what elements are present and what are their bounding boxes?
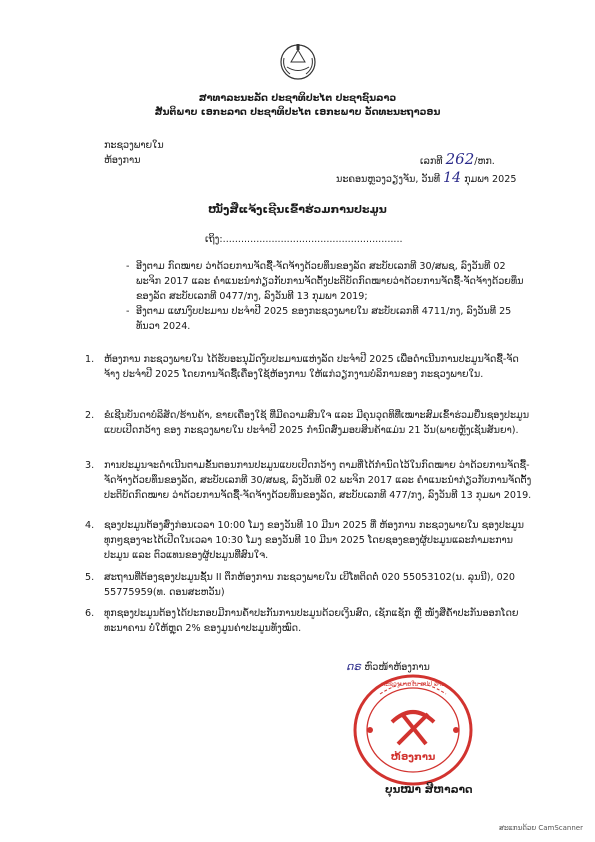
- month-year: ກຸມພາ 2025: [464, 174, 517, 185]
- behalf-title: ຫົວໜ້າຫ້ອງການ: [364, 662, 430, 673]
- national-emblem-icon: [278, 40, 318, 82]
- list-item: 1. ຫ້ອງການ ກະຊວງພາຍໃນ ໄດ້ຮັບອະນຸມັດງົບປະມານແຫ່ງລັດ ປະຈຳປີ 2025 ເພື່ອດຳເນີນການປະມູນຈັດຊື້-ຈັດຈ້າງ ປະຈຳປີ 2025 ໂດຍການຈັດຊື້ເຄື່ອງໃຊ້ຫ້ອງການ ໃຫ້ແກ່ວຽກງານບໍລິການຂອງ ກະຊວງພາຍໃນ.: [104, 352, 534, 382]
- item-text: ຫ້ອງການ ກະຊວງພາຍໃນ ໄດ້ຮັບອະນຸມັດງົບປະມານແຫ່ງລັດ ປະຈຳປີ 2025 ເພື່ອດຳເນີນການປະມູນຈັດຊື້-ຈັດຈ້າງ ປະຈຳປີ 2025 ໂດຍການຈັດຊື້ເຄື່ອງໃຊ້ຫ້ອງການ ໃຫ້ແກ່ວຽກງານບໍລິການຂອງ ກະຊວງພາຍໃນ.: [104, 354, 519, 380]
- signatory-name: ບຸນໝາ ສີຫາລາດ: [385, 784, 473, 796]
- national-motto: ສັນຕິພາບ ເອກະລາດ ປະຊາທິປະໄຕ ເອກະພາບ ວັດທະນະຖາວອນ: [154, 107, 441, 118]
- list-item: 3. ການປະມູນຈະດຳເນີນຕາມຂັ້ນຕອນການປະມູນແບບເປີດກວ້າງ ຕາມທີ່ໄດ້ກຳນົດໄວ້ໃນກົດໝາຍ ວ່າດ້ວຍການຈັດຊື້-ຈັດຈ້າງດ້ວຍທຶນຂອງລັດ, ສະບັບເລກທີ 30/ສພຊ, ລົງວັນທີ 02 ພະຈິກ 2017 ແລະ ຄຳແນະນຳກ່ຽວກັບການຈັດຕັ້ງປະຕິບັດກົດໝາຍ ວ່າດ້ວຍການຈັດຊື້-ຈັດຈ້າງດ້ວຍທຶນຂອງລັດ, ສະບັບເລກທີ 477/ກງ, ລົງວັນທີ 13 ກຸມພາ 2019.: [104, 458, 534, 503]
- document-title: ໜັງສືແຈ້ງເຊີນເຂົ້າຮ່ວມການປະມູນ: [208, 203, 387, 216]
- seal-center-text: ຫ້ອງການ: [390, 752, 436, 763]
- reference-label: ເລກທີ: [420, 156, 443, 167]
- place-date-label: ນະຄອນຫຼວງວຽງຈັນ, ວັນທີ: [336, 174, 441, 185]
- legal-basis-2: - ອີງຕາມ ແຜນງົບປະມານ ປະຈຳປີ 2025 ຂອງກະຊວງພາຍໃນ ສະບັບເລກທີ 4711/ກງ, ລົງວັນທີ 25 ທັນວາ 2024.: [126, 306, 512, 332]
- bullet-dash: -: [126, 306, 130, 317]
- item-text: ທຸກຊອງປະມູນຕ້ອງໄດ້ປະກອບມີການຄ້ຳປະກັນການປະມູນດ້ວຍເງິນສົດ, ເຊັກແຊັກ ຫຼື ໜັງສືຄ້ຳປະກັນອອກໂດຍທະນາຄານ ບໍ່ໃຫ້ຫຼຸດ 2% ຂອງມູນຄ່າປະມູນທັງໝົດ.: [104, 608, 519, 634]
- place-date: [336, 172, 516, 186]
- scanner-footer: ສະແກນດ້ວຍ CamScanner: [498, 824, 583, 832]
- item-text: ສະຖານທີ່ຕ້ອງຊອງປະມູນຊັ້ນ II ຕຶກຫ້ອງການ ກະຊວງພາຍໃນ ເບີໂທຕິດຕໍ່ 020 55053102(ນ. ລຸນນີ), 020 55775959(ທ. ດອນສະຫວັນ): [104, 572, 515, 598]
- bullet-dash: -: [126, 261, 130, 272]
- list-item: 4. ຊອງປະມູນຕ້ອງສົ່ງກ່ອນເວລາ 10:00 ໂມງ ຂອງວັນທີ 10 ມີນາ 2025 ທີ່ ຫ້ອງການ ກະຊວງພາຍໃນ ຊອງປະມູນທຸກໆຊອງຈະໄດ້ເປີດໃນເວລາ 10:30 ໂມງ ຂອງວັນທີ 10 ມີນາ 2025 ໂດຍຊອງຂອງຜູ້ປະມູນແລະກຳມະການປະມູນ ແລະ ຕົວແທນຂອງຜູ້ປະມູນທີ່ສົນໃຈ.: [104, 518, 534, 563]
- republic-title: ສາທາລະນະລັດ ປະຊາທິປະໄຕ ປະຊາຊົນລາວ: [198, 93, 397, 104]
- list-item: 5. ສະຖານທີ່ຕ້ອງຊອງປະມູນຊັ້ນ II ຕຶກຫ້ອງການ ກະຊວງພາຍໃນ ເບີໂທຕິດຕໍ່ 020 55053102(ນ. ລຸນນີ), 020 55775959(ທ. ດອນສະຫວັນ): [104, 570, 534, 600]
- item-text: ຊອງປະມູນຕ້ອງສົ່ງກ່ອນເວລາ 10:00 ໂມງ ຂອງວັນທີ 10 ມີນາ 2025 ທີ່ ຫ້ອງການ ກະຊວງພາຍໃນ ຊອງປະມູນທຸກໆຊອງຈະໄດ້ເປີດໃນເວລາ 10:30 ໂມງ ຂອງວັນທີ 10 ມີນາ 2025 ໂດຍຊອງຂອງຜູ້ປະມູນແລະກຳມະການປະມູນ ແລະ ຕົວແທນຂອງຜູ້ປະມູນທີ່ສົນໃຈ.: [104, 520, 524, 561]
- official-seal-icon: [350, 672, 476, 788]
- list-item: 2. ຂໍເຊີນບັນດາບໍລິສັດ/ຮ້ານຄ້າ, ຂາຍເຄື່ອງໃຊ້ ທີ່ມີຄວາມສົນໃຈ ແລະ ມີຄຸນວຸດທິທີ່ເໝາະສົມເຂົ້າຮ່ວມຍື່ນຊອງປະມູນແບບເປີດກວ້າງ ຂອງ ກະຊວງພາຍໃນ ປະຈຳປີ 2025 ກຳນົດສົ່ງມອບສິນຄ້າແມ່ນ 21 ວັນ(ພາຍຫຼັງເຊັນສັນຍາ).: [104, 408, 534, 438]
- legal-basis-1: - ອີງຕາມ ກົດໝາຍ ວ່າດ້ວຍການຈັດຊື້-ຈັດຈ້າງດ້ວຍທຶນຂອງລັດ ສະບັບເລກທີ 30/ສພຊ, ລົງວັນທີ 02 ພະຈິກ 2017 ແລະ ຄຳແນະນຳກ່ຽວກັບການຈັດຕັ້ງປະຕິບັດກົດໝາຍວ່າດ້ວຍການຈັດຊື້-ຈັດຈ້າງດ້ວຍທຶນ ຂອງລັດ ສະບັບເລກທີ 0477/ກງ, ລົງວັນທີ 13 ກຸມພາ 2019;: [126, 261, 524, 302]
- reference-number: [420, 150, 495, 168]
- handwritten-day: 14: [443, 170, 461, 186]
- ministry-name: ກະຊວງພາຍໃນ: [104, 140, 164, 151]
- item-text: ຂໍເຊີນບັນດາບໍລິສັດ/ຮ້ານຄ້າ, ຂາຍເຄື່ອງໃຊ້ ທີ່ມີຄວາມສົນໃຈ ແລະ ມີຄຸນວຸດທິທີ່ເໝາະສົມເຂົ້າຮ່ວມຍື່ນຊອງປະມູນແບບເປີດກວ້າງ ຂອງ ກະຊວງພາຍໃນ ປະຈຳປີ 2025 ກຳນົດສົ່ງມອບສິນຄ້າແມ່ນ 21 ວັນ(ພາຍຫຼັງເຊັນສັນຍາ).: [104, 410, 530, 436]
- handwritten-prefix: ດຣ: [346, 660, 365, 673]
- reference-suffix: /ຫກ.: [474, 156, 495, 167]
- item-text: ການປະມູນຈະດຳເນີນຕາມຂັ້ນຕອນການປະມູນແບບເປີດກວ້າງ ຕາມທີ່ໄດ້ກຳນົດໄວ້ໃນກົດໝາຍ ວ່າດ້ວຍການຈັດຊື້-ຈັດຈ້າງດ້ວຍທຶນຂອງລັດ, ສະບັບເລກທີ 30/ສພຊ, ລົງວັນທີ 02 ພະຈິກ 2017 ແລະ ຄຳແນະນຳກ່ຽວກັບການຈັດຕັ້ງປະຕິບັດກົດໝາຍ ວ່າດ້ວຍການຈັດຊື້-ຈັດຈ້າງດ້ວຍທຶນຂອງລັດ, ສະບັບເລກທີ 477/ກງ, ລົງວັນທີ 13 ກຸມພາ 2019.: [104, 460, 532, 501]
- office-name: ຫ້ອງການ: [104, 155, 141, 166]
- recipient-line: ເຖິງ:...........................................................: [205, 234, 403, 245]
- seal-ring-text: ກະຊວງພາຍໃນ ສປປ ລາວ: [381, 681, 445, 688]
- list-item: 6. ທຸກຊອງປະມູນຕ້ອງໄດ້ປະກອບມີການຄ້ຳປະກັນການປະມູນດ້ວຍເງິນສົດ, ເຊັກແຊັກ ຫຼື ໜັງສືຄ້ຳປະກັນອອກໂດຍທະນາຄານ ບໍ່ໃຫ້ຫຼຸດ 2% ຂອງມູນຄ່າປະມູນທັງໝົດ.: [104, 606, 534, 636]
- reference-handwritten-number: 262: [445, 150, 475, 168]
